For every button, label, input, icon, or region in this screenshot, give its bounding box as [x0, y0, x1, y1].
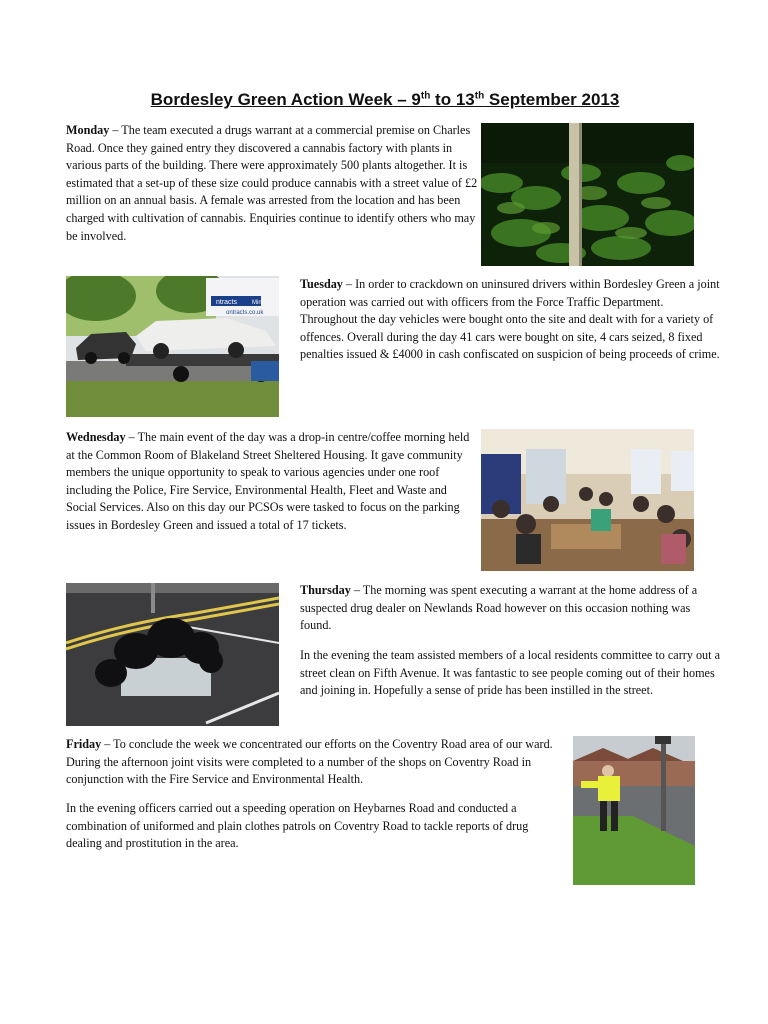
truck-url-label: ontracts.co.uk	[226, 310, 264, 316]
monday-paragraph	[66, 122, 480, 245]
tuesday-label: Tuesday	[300, 277, 343, 291]
monday-label: Monday	[66, 123, 110, 137]
friday-text-2: In the evening officers carried out a speeding operation on Heybarnes Road and conducted a combination of uniformed and plain clothes patrols on Coventry Road to tackle reports of drug dealing and prostitution in the area.	[66, 801, 529, 851]
thursday-paragraph-1	[300, 582, 720, 635]
thursday-text: – The morning was spent executing a warrant at the home address of a suspected drug dealer on Newlands Road however on this occasion nothing was found.	[300, 583, 698, 633]
street-rubbish-photo	[66, 583, 279, 726]
thursday-label: Thursday	[300, 583, 351, 597]
community-room-photo	[481, 429, 694, 571]
wednesday-text: – The main event of the day was a drop-in centre/coffee morning held at the Common Room of Blakeland Street Sheltered Housing. It gave community members the unique opportunity to speak to various agencies under one roof including the Police, Fire Service, Environmental Health, Fleet and Waste and Social Services. Also on this day our PCSOs were tasked to focus on the parking issues in Bordesley Green and issued a total of 17 tickets.	[66, 430, 470, 532]
wednesday-label: Wednesday	[66, 430, 126, 444]
friday-label: Friday	[66, 737, 102, 751]
truck-banner-label-2: Mini	[252, 300, 264, 306]
tuesday-text: – In order to crackdown on uninsured drivers within Bordesley Green a joint operation was carried out with officers from the Force Traffic Department. Throughout the day vehicles were bought onto the site and dealt with for a variety of offences. Overall during the day 41 cars were bought on site, 4 cars seized, 8 fixed penalties issued & £4000 in cash confiscated on suspicion of being proceeds of crime.	[300, 277, 720, 362]
speed-check-photo	[573, 736, 695, 885]
friday-paragraph-1	[66, 736, 566, 789]
title-superscript-2: th	[474, 90, 485, 102]
thursday-text-2: In the evening the team assisted members of a local residents committee to carry out a street clean on Fifth Avenue. It was fantastic to see people coming out of their homes and joining in. Hopefully a sense of pride has been instilled in the street.	[300, 648, 720, 698]
title-part-2: to 13	[430, 90, 475, 109]
page-title	[70, 89, 700, 111]
recovery-truck-photo	[66, 276, 279, 417]
cannabis-plants-photo	[481, 123, 694, 266]
thursday-paragraph-2	[300, 647, 720, 700]
monday-text: – The team executed a drugs warrant at a commercial premise on Charles Road. Once they gained entry they discovered a cannabis factory with plants in various parts of the building. There were approximately 500 plants altogether. It is estimated that a set-up of these size could produce cannabis with a street value of £2 million on an annual basis. A female was arrested from the location and has been charged with cultivation of cannabis. Enquiries continue to identify others who may be involved.	[66, 123, 478, 243]
truck-banner-label: ntracts	[216, 299, 238, 306]
wednesday-paragraph	[66, 429, 476, 535]
title-superscript-1: th	[420, 90, 431, 102]
title-part-1: Bordesley Green Action Week – 9	[150, 90, 421, 109]
friday-paragraph-2	[66, 800, 566, 853]
friday-text: – To conclude the week we concentrated our efforts on the Coventry Road area of our ward. During the afternoon joint visits were completed to a number of the shops on Coventry Road in conjunction with the Fire Service and Environmental Health.	[66, 737, 553, 787]
title-part-3: September 2013	[484, 90, 620, 109]
tuesday-paragraph	[300, 276, 720, 364]
